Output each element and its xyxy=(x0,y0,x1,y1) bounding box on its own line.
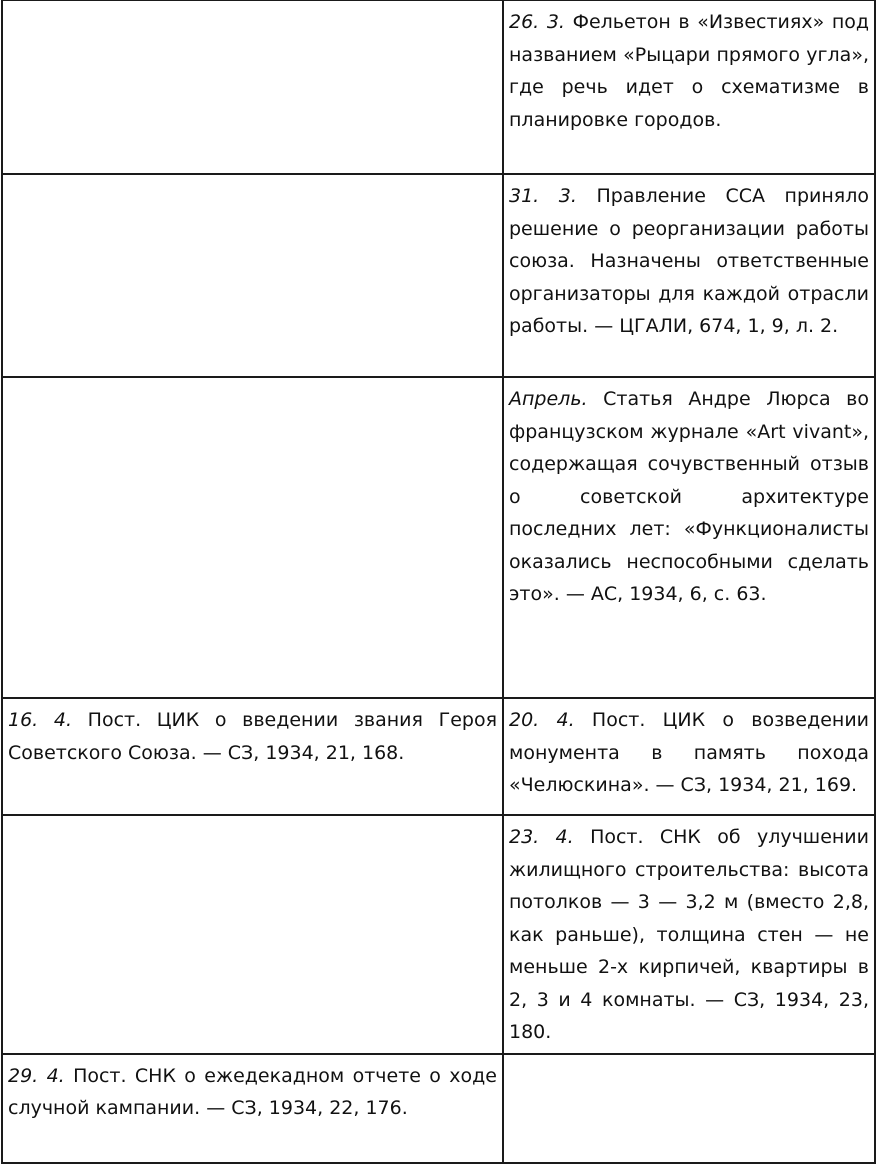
right-cell xyxy=(503,377,875,698)
entry-date: 16. 4. xyxy=(8,709,72,731)
entry-date: 31. 3. xyxy=(509,185,577,207)
entry-text: Правление ССА приняло решение о реорганизации работы союза. Назначены ответственные организаторы для каждой отрасли работы. — ЦГАЛИ, 674, 1, 9, л. 2. xyxy=(509,185,869,337)
entry-date: 23. 4. xyxy=(509,826,574,848)
left-cell-empty xyxy=(2,174,503,377)
right-cell xyxy=(503,815,875,1054)
entry-date: 26. 3. xyxy=(509,11,565,33)
right-cell xyxy=(503,0,875,174)
table-row xyxy=(2,1054,875,1163)
left-cell-empty xyxy=(2,0,503,174)
table-row xyxy=(2,815,875,1054)
right-cell xyxy=(503,698,875,815)
entry-date: 29. 4. xyxy=(8,1064,65,1087)
left-cell xyxy=(2,1054,503,1163)
left-cell-empty xyxy=(2,377,503,698)
left-cell-empty xyxy=(2,815,503,1054)
entry-text: Пост. ЦИК о введении звания Героя Советского Союза. — СЗ, 1934, 21, 168. xyxy=(8,709,497,764)
right-cell xyxy=(503,174,875,377)
left-cell xyxy=(2,698,503,815)
table-row xyxy=(2,0,875,174)
entry-text: Фельетон в «Известиях» под названием «Рыцари прямого угла», где речь идет о схематизме в планировке городов. xyxy=(509,11,869,131)
entry-date: Апрель. xyxy=(509,388,588,410)
table-row xyxy=(2,698,875,815)
entry-text: Пост. СНК об улучшении жилищного строительства: высота потолков — 3 — 3,2 м (вместо 2,8, как раньше), толщина стен — не меньше 2-х кирпичей, квартиры в 2, 3 и 4 комнаты. — СЗ, 1934, 23, 180. xyxy=(509,826,870,1043)
chronology-table xyxy=(1,0,876,1164)
entry-text: Пост. ЦИК о возведении монумента в память похода «Челюскина». — СЗ, 1934, 21, 169. xyxy=(509,709,870,796)
table-row xyxy=(2,377,875,698)
table-row xyxy=(2,174,875,377)
entry-date: 20. 4. xyxy=(509,709,575,731)
right-cell-empty xyxy=(503,1054,875,1163)
entry-text: Статья Андре Люрса во французском журнале «Art vivant», содержащая сочувственный отзыв о советской архитектуре последних лет: «Функционалисты оказались неспособными сделать это». — АС, 1934, 6, с. 63. xyxy=(509,388,869,605)
entry-text: Пост. СНК о ежедекадном отчете о ходе случной кампании. — СЗ, 1934, 22, 176. xyxy=(8,1064,497,1119)
